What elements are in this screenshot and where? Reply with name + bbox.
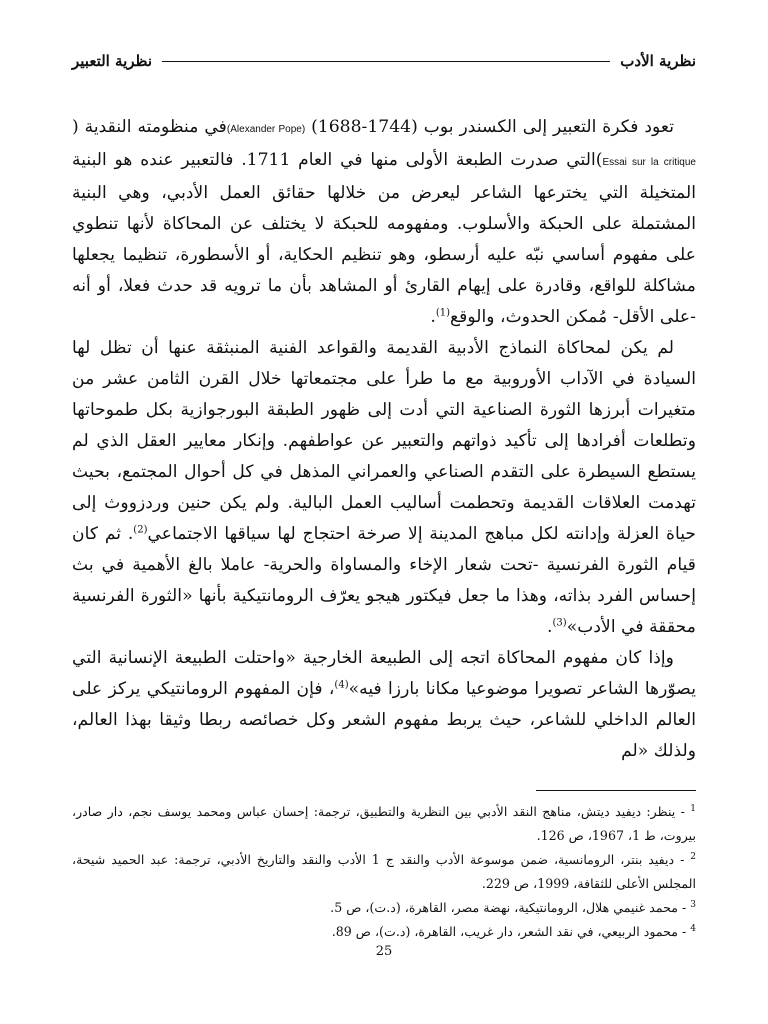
paragraph-text: لم يكن لمحاكاة النماذج الأدبية القديمة والقواعد الفنية المنبثقة عنها أن تظل لها السيادة في الآداب الأوروبية مع ما طرأ على مجتمعاتها خلال القرن الثامن عشر من متغيرات أبرزها الثورة الصناعية التي أدت إلى ظهور الطبقة البورجوازية بكل طموحاتها وتطلعات أفرادها إلى تأكيد ذواتهم والتعبير عن عواطفهم. وإنكار معايير العقل الذي لم يستطع السيطرة على التقدم الصناعي والعمراني المذهل في كل أحوال المجتمع، بحيث تهدمت العلاقات القديمة وتحطمت أساليب العمل البالية. ولم يكن حنين وردزووث إلى حياة العزلة وإدانته لكل مباهج المدينة إلا صرخة احتجاج لها سياقها الاجتماعي: [72, 338, 697, 544]
header-book-title: نظرية الأدب: [620, 52, 696, 70]
paragraph-text: وإذا كان مفهوم المحاكاة اتجه إلى الطبيعة الخارجية «واحتلت الطبيعة الإنسانية التي يصوّرها الشاعر تصويرا موضوعيا مكانا بارزا فيه»: [72, 648, 696, 699]
footnote-number: 4: [690, 923, 696, 934]
footnote-2: [72, 848, 696, 896]
footnote-ref[interactable]: (3): [552, 617, 567, 629]
paragraph-text: .: [547, 617, 553, 637]
body-text: [72, 112, 696, 767]
paragraph-text: )التي صدرت الطبعة الأولى منها في العام 1711. فالتعبير عنده هو البنية المتخيلة التي يخترعها الشاعر ليعرض من خلالها حقائق العمل الأدبي، وهي البنية المشتملة على الحبكة والأسلوب. ومفهومه للحبكة لا يختلف عن المحاكاة لأنها تنطوي على مفهوم أساسي نبّه عليه أرسطو، وهو تنظيم الحكاية، أو الأسطورة، تنظيما يجعلها مشاكلة للواقع، وقادرة على إيهام القارئ أو المشاهد بأن ما ترويه قد حدث فعلا، أو أنه -على الأقل- مُمكن الحدوث، والوقع: [72, 150, 696, 327]
footnote-ref[interactable]: (4): [334, 679, 349, 691]
footnote-1: [72, 800, 696, 848]
paragraph-text: (1688-1744)في منظومته النقدية (: [72, 117, 418, 137]
footnote-3: [72, 896, 696, 920]
footnote-number: 2: [690, 851, 697, 862]
paragraph-1: [72, 112, 696, 333]
latin-title: Essai sur la critique: [602, 157, 696, 168]
header-chapter-title: نظرية التعبير: [72, 52, 153, 70]
footnote-number: 3: [690, 899, 696, 910]
footnote-text: - ديفيد بنتر، الرومانسية، ضمن موسوعة الأدب والنقد ج 1 الأدب والنقد والتاريخ الأدبي، ترجمة: عبد الحميد شيحة، المجلس الأعلى للثقافة، 1999، ص 229.: [72, 852, 696, 891]
footnote-ref[interactable]: (1): [435, 307, 451, 319]
page: [72, 0, 696, 1024]
footnote-text: - ينظر: ديفيد ديتش، مناهج النقد الأدبي بين النظرية والتطبيق، ترجمة: إحسان عباس ومحمد يوسف نجم، دار صادر، بيروت، ط 1، 1967، ص 126.: [72, 804, 696, 843]
footnote-ref[interactable]: (2): [133, 524, 148, 536]
footnote-text: - محمود الربيعي، في نقد الشعر، دار غريب، القاهرة، (د.ت)، ص 89.: [331, 924, 691, 939]
paragraph-text: . ثم كان قيام الثورة الفرنسية -تحت شعار الإخاء والمساواة والحرية- عاملا بالغ الأهمية في بث إحساس الفرد بذاته، وهذا ما جعل فيكتور هيجو يعرّف الرومانتيكية بأنها «الثورة الفرنسية محققة في الأدب»: [72, 524, 696, 637]
header-rule: [162, 61, 610, 62]
running-header: [72, 48, 696, 74]
footnote-text: - محمد غنيمي هلال، الرومانتيكية، نهضة مصر، القاهرة، (د.ت)، ص 5.: [330, 900, 691, 915]
footnote-4: [72, 920, 696, 944]
paragraph-text: تعود فكرة التعبير إلى الكسندر بوب: [417, 117, 674, 137]
page-number: 25: [375, 944, 393, 959]
paragraph-text: ، فإن المفهوم الرومانتيكي يركز على العالم الداخلي للشاعر، حيث يربط مفهوم الشعر وكل خصائصه ربطا وثيقا بهذا العالم، ولذلك «لم: [72, 679, 696, 761]
paragraph-2: [72, 333, 696, 643]
paragraph-3: [72, 643, 696, 767]
footnotes: [72, 800, 696, 944]
footnote-rule: [536, 790, 696, 791]
footnote-number: 1: [690, 803, 696, 814]
latin-name: (Alexander Pope): [226, 124, 306, 135]
paragraph-text: .: [430, 307, 436, 327]
